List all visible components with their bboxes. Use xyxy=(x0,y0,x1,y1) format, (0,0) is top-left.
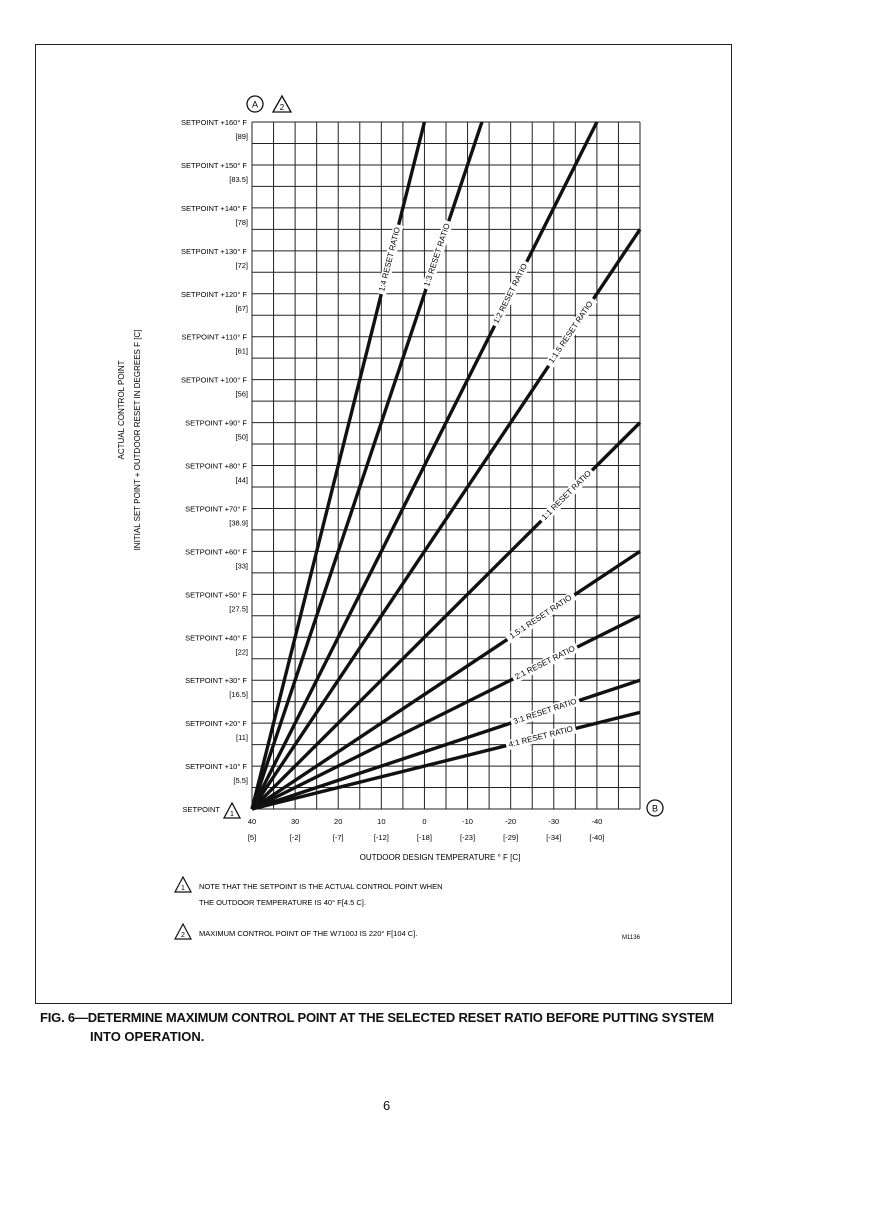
x-tick-sublabel: [5] xyxy=(247,833,257,842)
y-tick-label: SETPOINT +10° F xyxy=(185,762,247,772)
note-2-text: MAXIMUM CONTROL POINT OF THE W7100J IS 220° F[104 C]. xyxy=(199,929,418,938)
y-tick-sublabel: [83.5] xyxy=(229,174,248,184)
x-tick-label: 20 xyxy=(334,817,343,826)
svg-text:B: B xyxy=(651,803,659,814)
y-tick-sublabel: [67] xyxy=(235,303,248,313)
series-label-7: 2:1 RESET RATIO xyxy=(513,643,577,682)
note-1-line1: NOTE THAT THE SETPOINT IS THE ACTUAL CONTROL POINT WHEN xyxy=(199,882,443,891)
series-label-2: 1:3 RESET RATIO xyxy=(422,222,452,288)
x-tick-labels xyxy=(248,817,605,842)
y-tick-sublabel: [50] xyxy=(235,432,248,442)
x-tick-label: -10 xyxy=(462,817,473,826)
y-tick-label: SETPOINT +20° F xyxy=(185,719,247,729)
y-tick-sublabel: [56] xyxy=(235,389,248,399)
x-tick-sublabel: [-7] xyxy=(332,833,344,842)
x-tick-sublabel: [-23] xyxy=(460,833,476,842)
marker-a-icon xyxy=(247,96,263,112)
x-tick-label: -40 xyxy=(591,817,603,826)
figure-caption-line2: INTO OPERATION. xyxy=(90,1029,205,1044)
y-tick-label: SETPOINT +60° F xyxy=(185,547,247,557)
series-label-8: 3:1 RESET RATIO xyxy=(512,696,578,726)
page-number: 6 xyxy=(383,1098,391,1113)
y-axis-title-top: ACTUAL CONTROL POINT xyxy=(117,360,126,460)
y-tick-label: SETPOINT +110° F xyxy=(181,332,247,342)
series-label-3: 1:2 RESET RATIO xyxy=(491,262,530,326)
y-tick-label: SETPOINT +140° F xyxy=(180,203,247,213)
x-tick-label: 10 xyxy=(377,817,386,826)
series-label-4: 1:1.5 RESET RATIO xyxy=(546,299,595,365)
y-tick-label: SETPOINT +120° F xyxy=(180,289,247,299)
marker-b-icon xyxy=(647,800,663,816)
y-tick-label: SETPOINT +90° F xyxy=(185,418,247,428)
y-tick-sublabel: [78] xyxy=(235,217,248,227)
y-tick-sublabel: [89] xyxy=(235,132,248,141)
y-tick-label: SETPOINT +160° F xyxy=(180,118,247,127)
x-tick-label: 30 xyxy=(290,817,300,826)
series-labels xyxy=(376,220,597,751)
figure-caption-line1: FIG. 6—DETERMINE MAXIMUM CONTROL POINT AT THE SELECTED RESET RATIO BEFORE PUTTING SYSTEM xyxy=(40,1010,714,1025)
y-tick-label: SETPOINT +30° F xyxy=(185,676,247,686)
x-axis-title: OUTDOOR DESIGN TEMPERATURE ° F [C] xyxy=(359,853,521,862)
y-tick-sublabel: [22] xyxy=(235,647,248,657)
note-1 xyxy=(175,877,443,907)
x-tick-sublabel: [-2] xyxy=(289,833,301,842)
y-tick-sublabel: [11] xyxy=(236,733,248,743)
series-label-6: 1.5:1 RESET RATIO xyxy=(507,593,574,641)
figure-id: M1136 xyxy=(622,935,640,941)
y-tick-label: SETPOINT +80° F xyxy=(185,461,247,471)
x-tick-sublabel: [-34] xyxy=(546,833,562,842)
svg-text:2: 2 xyxy=(279,103,285,112)
x-tick-sublabel: [-40] xyxy=(589,833,605,842)
svg-text:2: 2 xyxy=(181,932,185,939)
series-label-9: 4:1 RESET RATIO xyxy=(507,724,574,750)
y-tick-label: SETPOINT +50° F xyxy=(185,590,247,600)
y-tick-label: SETPOINT +70° F xyxy=(185,504,247,514)
svg-text:A: A xyxy=(251,99,259,110)
y-tick-label: SETPOINT +40° F xyxy=(185,633,247,643)
y-tick-sublabel: [16.5] xyxy=(229,690,248,700)
note-1-line2: THE OUTDOOR TEMPERATURE IS 40° F[4.5 C]. xyxy=(199,898,366,907)
y-tick-label: SETPOINT xyxy=(182,805,220,814)
y-tick-sublabel: [44] xyxy=(235,475,248,485)
note-1-triangle-icon xyxy=(224,803,240,818)
y-tick-sublabel: [61] xyxy=(235,346,248,356)
y-tick-labels xyxy=(181,118,248,814)
note-2-triangle-icon xyxy=(273,96,291,112)
y-tick-sublabel: [72] xyxy=(235,260,248,270)
y-tick-label: SETPOINT +130° F xyxy=(180,246,247,256)
series-label-1: 1:4 RESET RATIO xyxy=(377,226,402,293)
y-tick-sublabel: [38.9] xyxy=(229,518,248,528)
y-axis-title: INITIAL SET POINT + OUTDOOR RESET IN DEGREES F [C] xyxy=(133,329,142,551)
series-label-5: 1:1 RESET RATIO xyxy=(539,468,593,522)
svg-text:1: 1 xyxy=(230,811,234,818)
y-tick-label: SETPOINT +150° F xyxy=(180,160,247,170)
x-tick-sublabel: [-18] xyxy=(416,833,432,842)
y-tick-sublabel: [33] xyxy=(235,561,248,571)
y-tick-sublabel: [5.5] xyxy=(233,776,248,786)
svg-text:1: 1 xyxy=(181,885,185,892)
x-tick-sublabel: [-12] xyxy=(373,833,389,842)
x-tick-sublabel: [-29] xyxy=(503,833,519,842)
note-2 xyxy=(175,924,417,939)
x-tick-label: -30 xyxy=(548,817,560,826)
x-tick-label: 40 xyxy=(247,817,257,826)
y-tick-sublabel: [27.5] xyxy=(229,604,248,614)
x-tick-label: 0 xyxy=(422,817,427,826)
y-tick-label: SETPOINT +100° F xyxy=(180,375,247,385)
x-tick-label: -20 xyxy=(505,817,517,826)
